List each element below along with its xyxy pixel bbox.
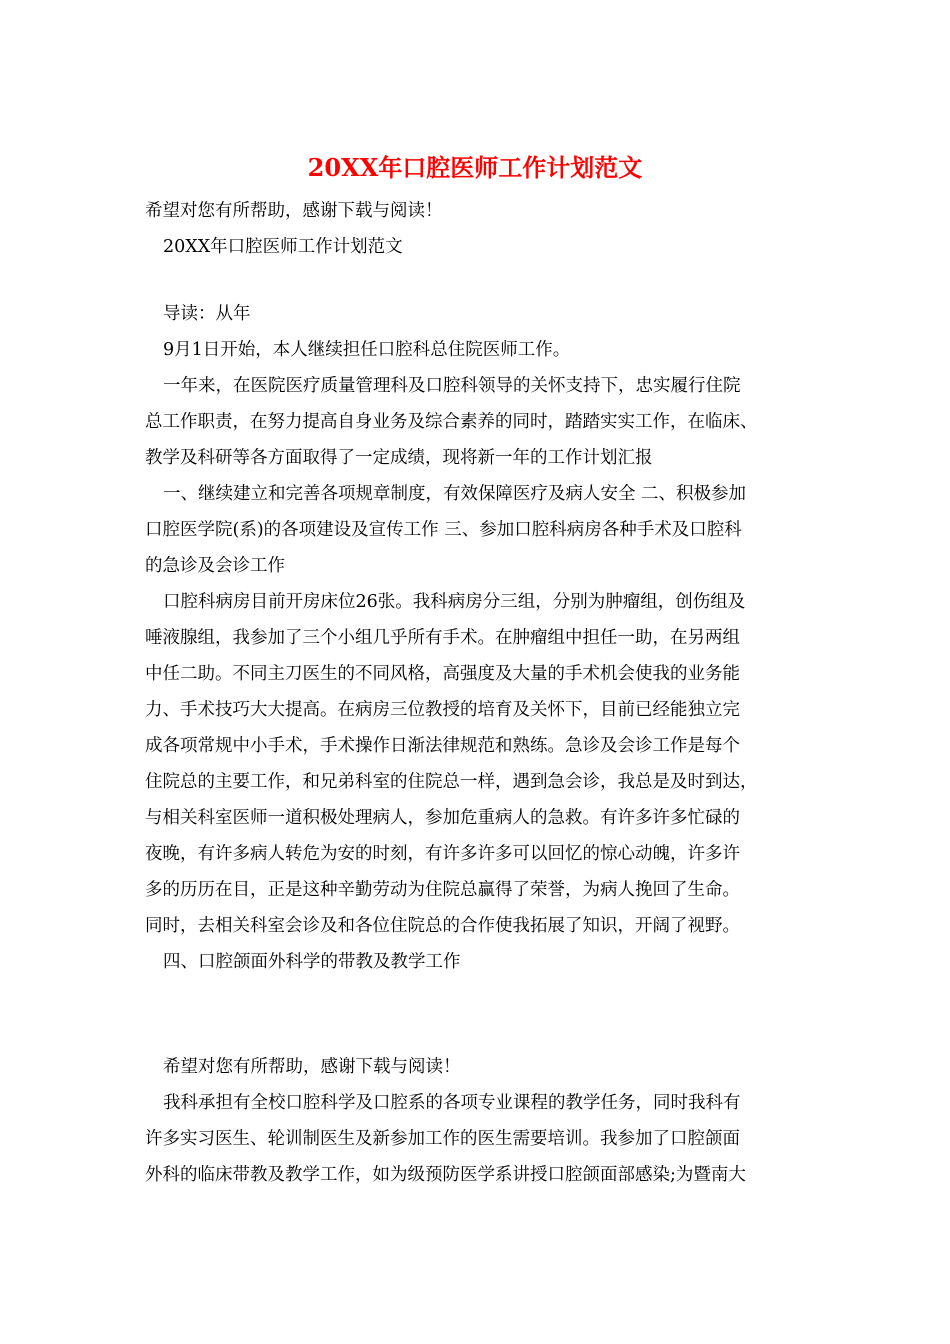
body-line: 我科承担有全校口腔科学及口腔系的各项专业课程的教学任务，同时我科有 bbox=[163, 1093, 741, 1113]
body-line: 夜晚，有许多病人转危为安的时刻，有许多许多可以回忆的惊心动魄，许多许 bbox=[145, 844, 740, 864]
intro-note: 希望对您有所帮助，感谢下载与阅读！ bbox=[145, 201, 443, 221]
document-subtitle: 20XX年口腔医师工作计划范文 bbox=[163, 237, 403, 257]
document-title: 20XX年口腔医师工作计划范文 bbox=[307, 153, 643, 182]
body-line: 与相关科室医师一道积极处理病人，参加危重病人的急救。有许多许多忙碌的 bbox=[145, 808, 740, 828]
body-line: 外科的临床带教及教学工作，如为级预防医学系讲授口腔颌面部感染;为暨南大 bbox=[145, 1165, 746, 1185]
body-line: 口腔科病房目前开房床位26张。我科病房分三组，分别为肿瘤组，创伤组及 bbox=[163, 592, 746, 612]
body-line: 9月1日开始，本人继续担任口腔科总住院医师工作。 bbox=[163, 340, 571, 360]
body-line: 一、继续建立和完善各项规章制度，有效保障医疗及病人安全 二、积极参加 bbox=[163, 484, 747, 504]
body-line: 口腔医学院(系)的各项建设及宣传工作 三、参加口腔科病房各种手术及口腔科 bbox=[145, 520, 742, 540]
body-line: 住院总的主要工作，和兄弟科室的住院总一样，遇到急会诊，我总是及时到达， bbox=[145, 772, 758, 792]
footer-note: 希望对您有所帮助，感谢下载与阅读！ bbox=[163, 1057, 461, 1077]
body-line: 一年来，在医院医疗质量管理科及口腔科领导的关怀支持下，忠实履行住院 bbox=[163, 376, 741, 396]
body-line: 唾液腺组，我参加了三个小组几乎所有手术。在肿瘤组中担任一助，在另两组 bbox=[145, 628, 740, 648]
body-line: 力、手术技巧大大提高。在病房三位教授的培育及关怀下，目前已经能独立完 bbox=[145, 700, 740, 720]
body-line: 成各项常规中小手术，手术操作日渐法律规范和熟练。急诊及会诊工作是每个 bbox=[145, 736, 740, 756]
body-line: 的急诊及会诊工作 bbox=[145, 556, 285, 576]
body-line: 多的历历在目，正是这种辛勤劳动为住院总赢得了荣誉，为病人挽回了生命。 bbox=[145, 880, 740, 900]
body-line: 中任二助。不同主刀医生的不同风格，高强度及大量的手术机会使我的业务能 bbox=[145, 664, 740, 684]
body-line: 导读：从年 bbox=[163, 304, 251, 324]
body-line: 总工作职责，在努力提高自身业务及综合素养的同时，踏踏实实工作，在临床、 bbox=[145, 412, 758, 432]
body-line: 教学及科研等各方面取得了一定成绩，现将新一年的工作计划汇报 bbox=[145, 448, 653, 468]
body-line: 许多实习医生、轮训制医生及新参加工作的医生需要培训。我参加了口腔颌面 bbox=[145, 1129, 740, 1149]
section-heading: 四、口腔颌面外科学的带教及教学工作 bbox=[163, 952, 461, 972]
body-line: 同时，去相关科室会诊及和各位住院总的合作使我拓展了知识，开阔了视野。 bbox=[145, 916, 740, 936]
